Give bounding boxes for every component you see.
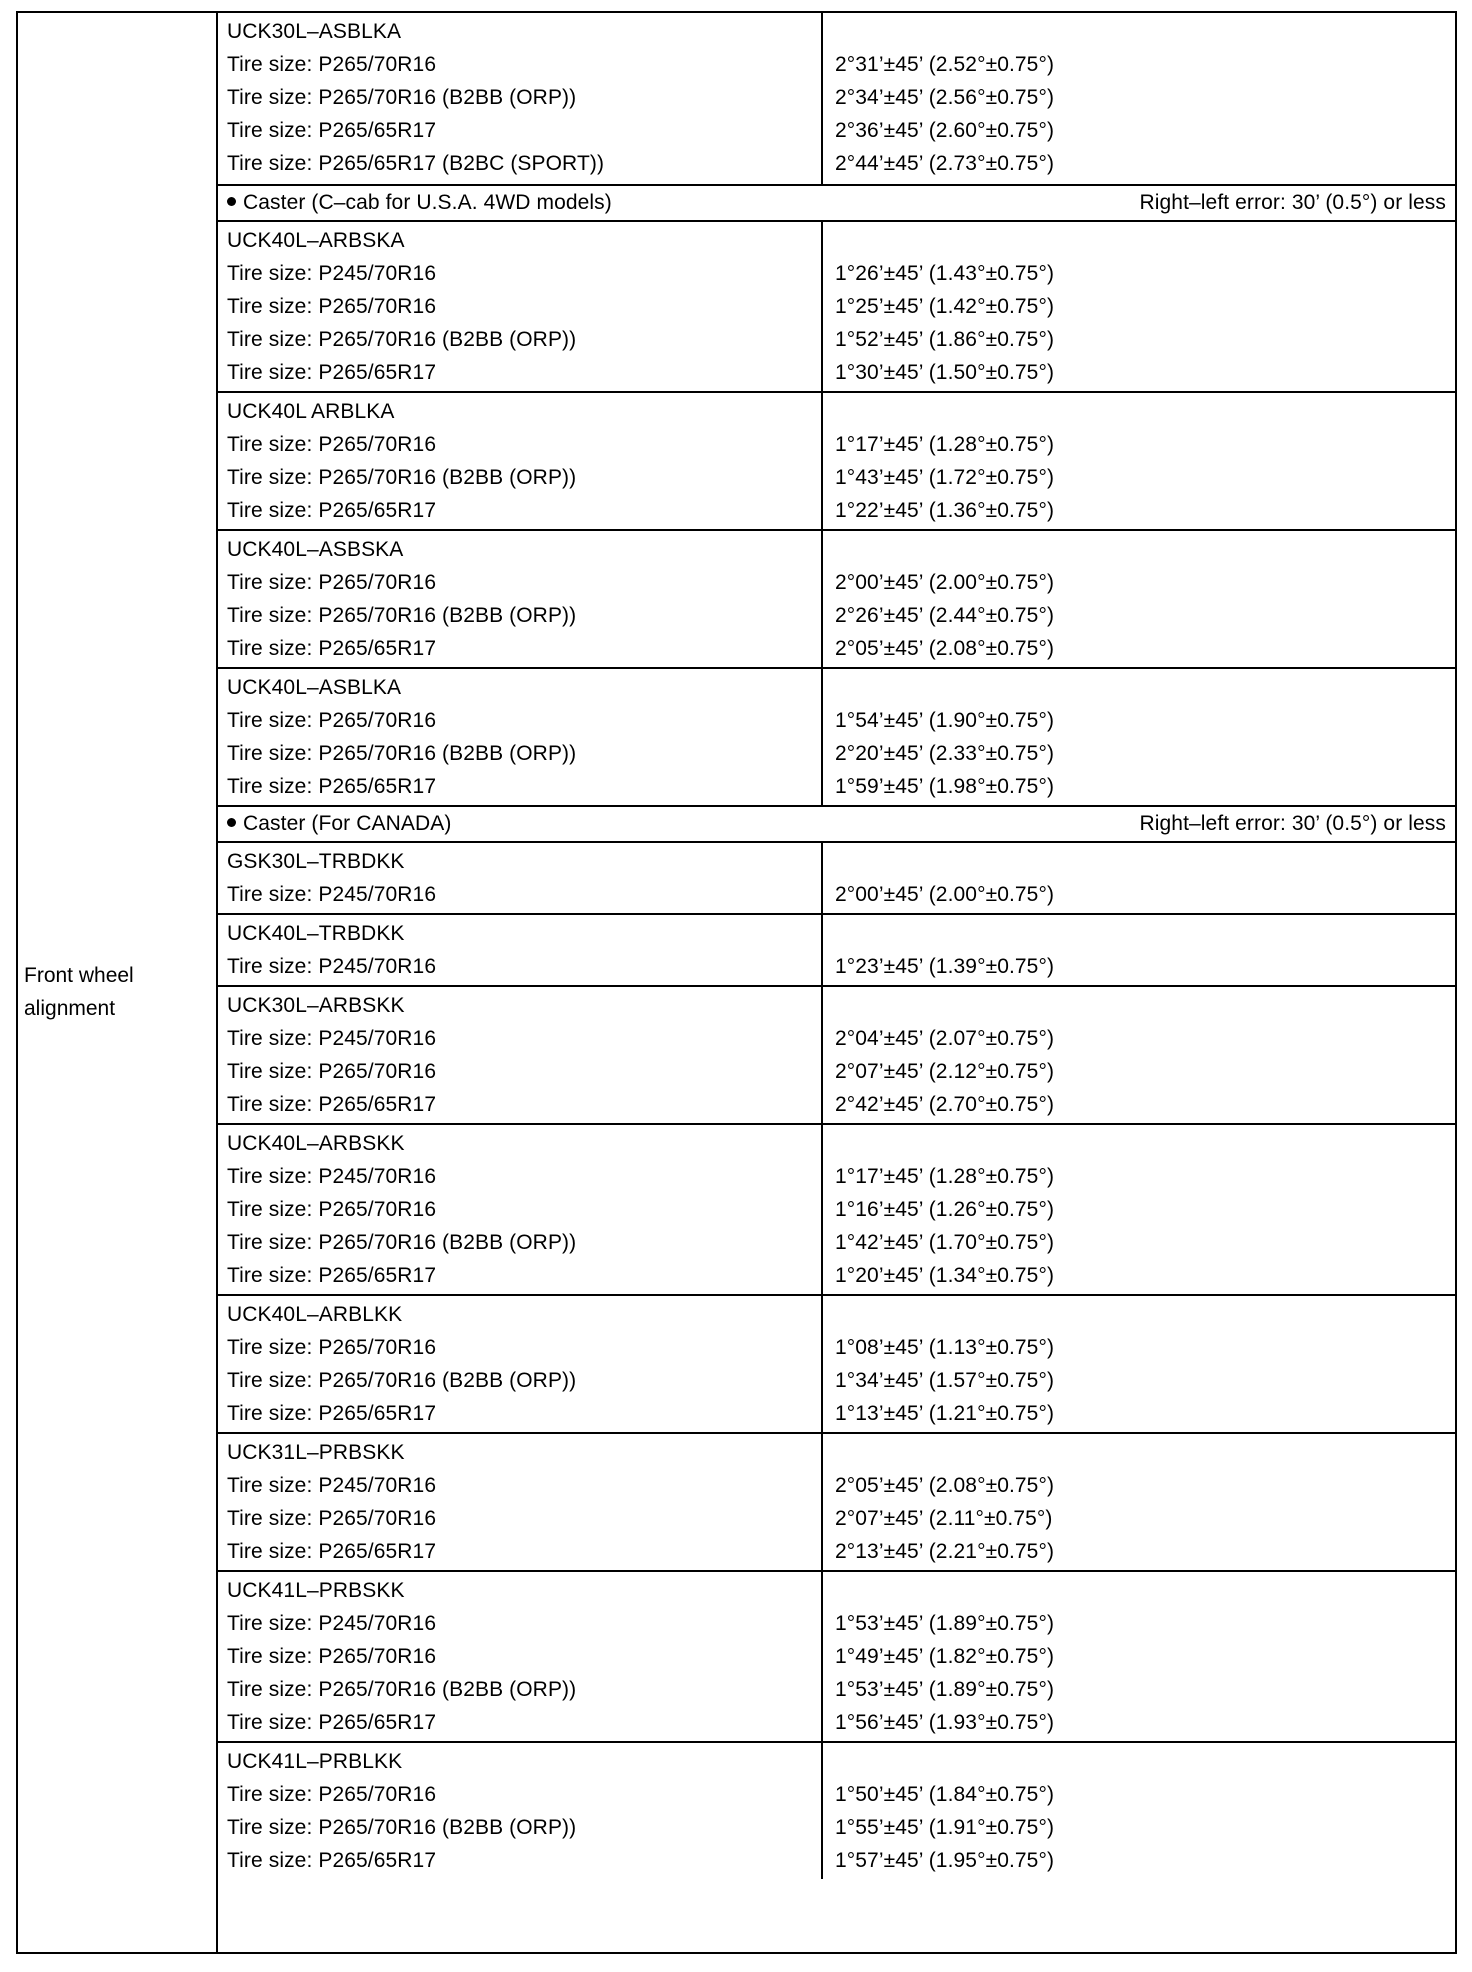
tire-size: Tire size: P265/65R17 [227,775,437,798]
caster-value: 1°08’±45’ (1.13°±0.75°) [835,1336,1055,1359]
column-divider [821,1434,823,1570]
category-label-line: Front wheel [24,964,134,987]
caster-value: 1°23’±45’ (1.39°±0.75°) [835,955,1055,978]
model-group [218,1294,1456,1432]
model-code: UCK40L–ASBLKA [227,676,402,699]
caster-value: 1°56’±45’ (1.93°±0.75°) [835,1711,1055,1734]
caster-value: 2°07’±45’ (2.11°±0.75°) [835,1507,1053,1530]
caster-value: 2°34’±45’ (2.56°±0.75°) [835,86,1055,109]
caster-value: 2°13’±45’ (2.21°±0.75°) [835,1540,1055,1563]
model-code: UCK40L ARBLKA [227,400,395,423]
section-title [227,186,612,219]
tire-size: Tire size: P265/70R16 [227,1507,437,1530]
caster-value: 1°13’±45’ (1.21°±0.75°) [835,1402,1055,1425]
tire-size: Tire size: P265/70R16 (B2BB (ORP)) [227,1369,577,1392]
category-label-line: alignment [24,997,116,1020]
tire-size: Tire size: P265/70R16 [227,1336,437,1359]
tire-size: Tire size: P265/70R16 (B2BB (ORP)) [227,1678,577,1701]
tire-size: Tire size: P265/70R16 [227,1060,437,1083]
column-divider [821,531,823,667]
caster-value: 2°44’±45’ (2.73°±0.75°) [835,152,1055,175]
tire-size: Tire size: P265/70R16 (B2BB (ORP)) [227,742,577,765]
caster-value: 2°26’±45’ (2.44°±0.75°) [835,604,1055,627]
spec-table [16,11,1457,1954]
caster-value: 1°54’±45’ (1.90°±0.75°) [835,709,1055,732]
caster-value: 2°20’±45’ (2.33°±0.75°) [835,742,1055,765]
tire-size: Tire size: P265/70R16 (B2BB (ORP)) [227,466,577,489]
caster-value: 1°42’±45’ (1.70°±0.75°) [835,1231,1055,1254]
tire-size: Tire size: P245/70R16 [227,1165,437,1188]
caster-value: 2°07’±45’ (2.12°±0.75°) [835,1060,1055,1083]
caster-section-header [218,184,1456,220]
category-label [24,959,134,1025]
tire-size: Tire size: P265/70R16 (B2BB (ORP)) [227,1816,577,1839]
tire-size: Tire size: P265/70R16 [227,433,437,456]
tire-size: Tire size: P265/70R16 (B2BB (ORP)) [227,1231,577,1254]
column-divider [821,1296,823,1432]
tire-size: Tire size: P245/70R16 [227,262,437,285]
caster-value: 1°50’±45’ (1.84°±0.75°) [835,1783,1055,1806]
model-code: UCK40L–ASBSKA [227,538,404,561]
tire-size: Tire size: P265/70R16 [227,709,437,732]
model-code: GSK30L–TRBDKK [227,850,405,873]
model-code: UCK41L–PRBLKK [227,1750,403,1773]
tire-size: Tire size: P265/65R17 [227,1093,437,1116]
column-divider [821,1572,823,1741]
tire-size: Tire size: P265/70R16 [227,1198,437,1221]
tire-size: Tire size: P245/70R16 [227,955,437,978]
tire-size: Tire size: P265/65R17 [227,1540,437,1563]
model-group [218,1741,1456,1879]
tire-size: Tire size: P265/70R16 (B2BB (ORP)) [227,86,577,109]
column-divider [821,222,823,391]
tire-size: Tire size: P245/70R16 [227,1027,437,1050]
tire-size: Tire size: P265/65R17 [227,499,437,522]
column-divider [821,987,823,1123]
caster-value: 2°36’±45’ (2.60°±0.75°) [835,119,1055,142]
model-group [218,1570,1456,1741]
model-group [218,13,1456,184]
caster-section-header [218,805,1456,841]
column-divider [821,915,823,985]
tire-size: Tire size: P265/65R17 [227,1264,437,1287]
caster-value: 1°34’±45’ (1.57°±0.75°) [835,1369,1055,1392]
section-tolerance: Right–left error: 30’ (0.5°) or less [1139,812,1446,835]
caster-value: 1°26’±45’ (1.43°±0.75°) [835,262,1055,285]
tire-size: Tire size: P265/70R16 [227,295,437,318]
caster-value: 1°53’±45’ (1.89°±0.75°) [835,1612,1055,1635]
tire-size: Tire size: P265/65R17 [227,1402,437,1425]
caster-value: 1°57’±45’ (1.95°±0.75°) [835,1849,1055,1872]
model-code: UCK40L–ARBLKK [227,1303,403,1326]
model-group [218,841,1456,913]
section-title [227,807,451,840]
caster-value: 2°42’±45’ (2.70°±0.75°) [835,1093,1055,1116]
caster-value: 2°04’±45’ (2.07°±0.75°) [835,1027,1055,1050]
model-code: UCK41L–PRBSKK [227,1579,405,1602]
tire-size: Tire size: P265/70R16 [227,1645,437,1668]
tire-size: Tire size: P245/70R16 [227,1612,437,1635]
tire-size: Tire size: P245/70R16 [227,1474,437,1497]
caster-value: 1°22’±45’ (1.36°±0.75°) [835,499,1055,522]
bullet-icon [227,818,236,827]
caster-value: 2°05’±45’ (2.08°±0.75°) [835,637,1055,660]
tire-size: Tire size: P265/65R17 [227,1711,437,1734]
caster-value: 1°17’±45’ (1.28°±0.75°) [835,433,1055,456]
tire-size: Tire size: P245/70R16 [227,883,437,906]
tire-size: Tire size: P265/65R17 [227,119,437,142]
model-code: UCK30L–ARBSKK [227,994,405,1017]
tire-size: Tire size: P265/70R16 (B2BB (ORP)) [227,604,577,627]
model-code: UCK31L–PRBSKK [227,1441,405,1464]
caster-value: 1°53’±45’ (1.89°±0.75°) [835,1678,1055,1701]
model-group [218,985,1456,1123]
section-title-text: Caster (For CANADA) [243,812,452,835]
caster-value: 2°05’±45’ (2.08°±0.75°) [835,1474,1055,1497]
section-title-text: Caster (C–cab for U.S.A. 4WD models) [243,191,612,214]
column-divider [821,669,823,805]
caster-value: 2°00’±45’ (2.00°±0.75°) [835,571,1055,594]
caster-value: 2°31’±45’ (2.52°±0.75°) [835,53,1055,76]
model-code: UCK30L–ASBLKA [227,20,402,43]
column-divider [821,1743,823,1879]
tire-size: Tire size: P265/70R16 (B2BB (ORP)) [227,328,577,351]
caster-value: 1°55’±45’ (1.91°±0.75°) [835,1816,1055,1839]
tire-size: Tire size: P265/70R16 [227,53,437,76]
tire-size: Tire size: P265/65R17 [227,1849,437,1872]
model-group [218,220,1456,391]
model-code: UCK40L–ARBSKA [227,229,405,252]
tire-size: Tire size: P265/65R17 (B2BC (SPORT)) [227,152,605,175]
bullet-icon [227,197,236,206]
model-group [218,913,1456,985]
column-divider [821,1125,823,1294]
caster-value: 1°52’±45’ (1.86°±0.75°) [835,328,1055,351]
model-group [218,1123,1456,1294]
model-group [218,667,1456,805]
column-divider [821,13,823,184]
tire-size: Tire size: P265/65R17 [227,361,437,384]
model-group [218,1432,1456,1570]
caster-value: 1°59’±45’ (1.98°±0.75°) [835,775,1055,798]
tire-size: Tire size: P265/70R16 [227,1783,437,1806]
model-code: UCK40L–ARBSKK [227,1132,405,1155]
section-tolerance: Right–left error: 30’ (0.5°) or less [1139,191,1446,214]
category-column [18,13,218,1952]
column-divider [821,843,823,913]
caster-value: 1°49’±45’ (1.82°±0.75°) [835,1645,1055,1668]
caster-value: 1°17’±45’ (1.28°±0.75°) [835,1165,1055,1188]
caster-value: 1°30’±45’ (1.50°±0.75°) [835,361,1055,384]
caster-value: 2°00’±45’ (2.00°±0.75°) [835,883,1055,906]
model-group [218,391,1456,529]
tire-size: Tire size: P265/70R16 [227,571,437,594]
caster-value: 1°20’±45’ (1.34°±0.75°) [835,1264,1055,1287]
caster-value: 1°16’±45’ (1.26°±0.75°) [835,1198,1055,1221]
caster-value: 1°25’±45’ (1.42°±0.75°) [835,295,1055,318]
model-group [218,529,1456,667]
caster-value: 1°43’±45’ (1.72°±0.75°) [835,466,1055,489]
tire-size: Tire size: P265/65R17 [227,637,437,660]
column-divider [821,393,823,529]
model-code: UCK40L–TRBDKK [227,922,405,945]
